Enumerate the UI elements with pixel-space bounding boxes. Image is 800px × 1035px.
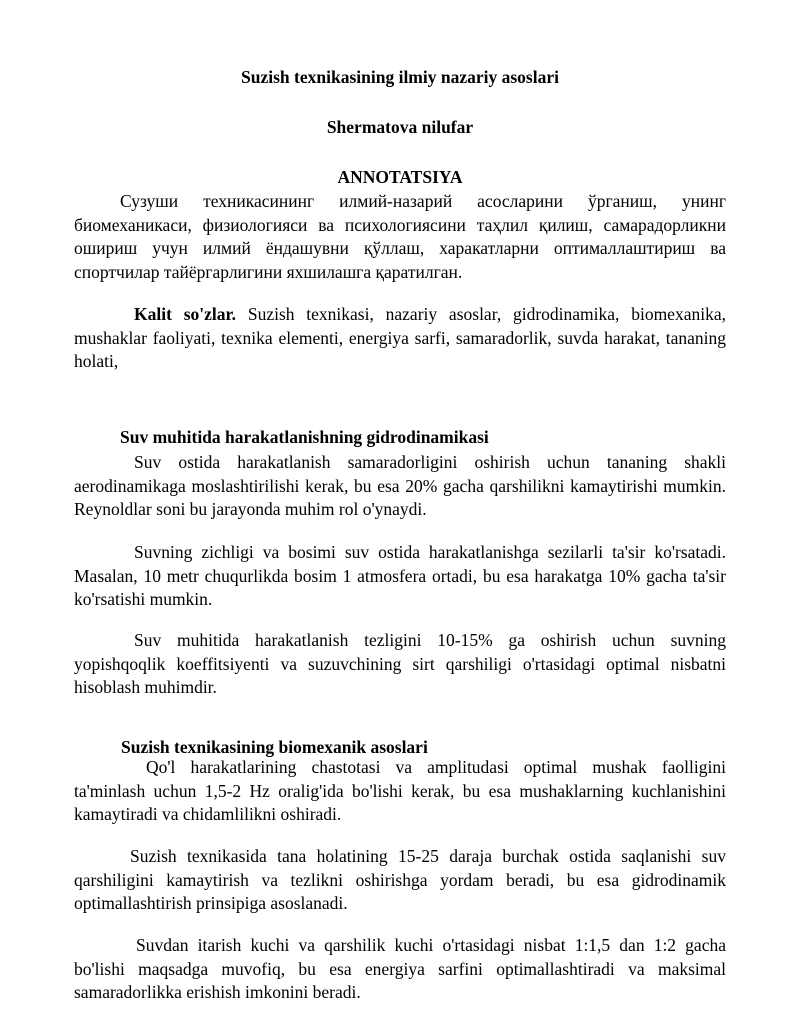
paragraph-hydro-2: Suvning zichligi va bosimi suv ostida harakatlanishga sezilarli ta'sir ko'rsatadi. Masalan, 10 metr chuqurlikda bosim 1 atmosfera ortadi, bu esa harakatga 10% gacha ta'sir ko'rsatishi mumkin.	[74, 542, 726, 610]
document-author: Shermatova nilufar	[326, 117, 474, 137]
section-heading-hydrodynamics: Suv muhitida harakatlanishning gidrodinamikasi	[120, 427, 489, 447]
document-title: Suzish texnikasining ilmiy nazariy asoslari	[241, 67, 559, 87]
paragraph-hydro-3: Suv muhitida harakatlanish tezligini 10-15% ga oshirish uchun suvning yopishqoqlik koeffitsiyenti va suzuvchining sirt qarshiligi o'rtasidagi optimal nisbatni hisoblash muhimdir.	[74, 630, 726, 698]
keywords-label: Kalit so'zlar.	[134, 304, 237, 324]
paragraph-bio-3: Suvdan itarish kuchi va qarshilik kuchi o'rtasidagi nisbat 1:1,5 dan 1:2 gacha bo'lishi maqsadga muvofiq, bu esa energiya sarfini optimallashtiradi va maksimal samaradorlikka erishish imkonini beradi.	[74, 935, 726, 1003]
annotation-heading: ANNOTATSIYA	[337, 167, 463, 187]
annotation-paragraph: Сузуши техникасининг илмий-назарий асосларини ўрганиш, унинг биомеханикаси, физиологияси ва психологиясини таҳлил қилиш, самарадорликни ошириш учун илмий ёндашувни қўллаш, харакатларни оптималлаштириш ва спортчилар тайёргарлигини яхшилашга қаратилган.	[74, 191, 726, 282]
keywords-text: Suzish texnikasi, nazariy asoslar, gidrodinamika, biomexanika, mushaklar faoliyati, texnika elementi, energiya sarfi, samaradorlik, suvda harakat, tananing holati,	[74, 304, 726, 372]
paragraph-hydro-1: Suv ostida harakatlanish samaradorligini oshirish uchun tananing shakli aerodinamikaga moslashtirilishi kerak, bu esa 20% gacha qarshilikni kamaytirishi mumkin. Reynoldlar soni bu jarayonda muhim rol o'ynaydi.	[74, 452, 726, 520]
section-heading-biomechanics: Suzish texnikasining biomexanik asoslari	[121, 737, 428, 757]
paragraph-bio-2: Suzish texnikasida tana holatining 15-25 daraja burchak ostida saqlanishi suv qarshiligini kamaytirish va tezlikni oshirishga yordam beradi, bu esa gidrodinamik optimallashtirish prinsipiga asoslanadi.	[74, 846, 726, 914]
paragraph-bio-1: Qo'l harakatlarining chastotasi va amplitudasi optimal mushak faolligini ta'minlash uchun 1,5-2 Hz oralig'ida bo'lishi kerak, bu esa mushaklarning kuchlanishini kamaytiradi va chidamlilikni oshiradi.	[74, 757, 726, 825]
keywords-paragraph	[74, 303, 726, 374]
